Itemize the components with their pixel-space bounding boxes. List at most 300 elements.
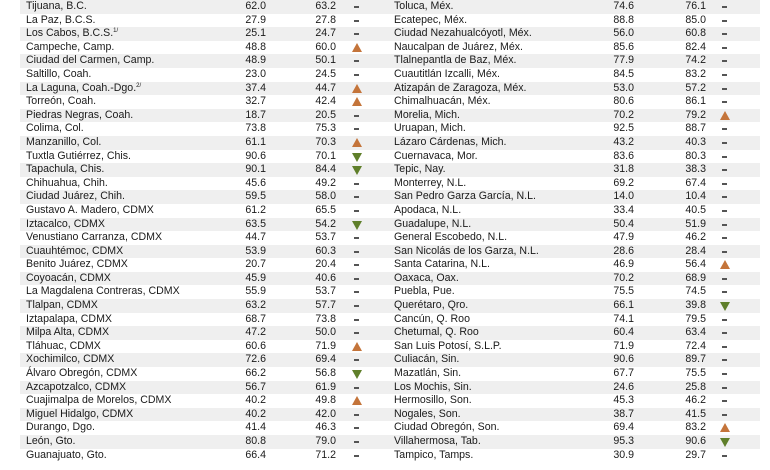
value-current: 24.7 — [315, 27, 336, 40]
value-current: 74.2 — [685, 54, 706, 67]
value-current: 76.1 — [685, 0, 706, 12]
value-previous: 53.9 — [245, 244, 266, 257]
value-current: 80.3 — [685, 149, 706, 162]
table-row — [388, 204, 760, 218]
city-name — [26, 122, 84, 136]
city-name-text: Atizapán de Zaragoza, Méx. — [394, 81, 527, 94]
city-name — [394, 177, 466, 191]
table-row — [20, 340, 392, 354]
table-row — [388, 41, 760, 55]
triangle-up-icon — [350, 41, 364, 55]
value-current: 42.4 — [315, 95, 336, 108]
city-name — [26, 150, 131, 164]
city-name — [394, 218, 471, 232]
city-name — [26, 421, 95, 435]
value-current: 49.2 — [315, 176, 336, 189]
table-row — [20, 285, 392, 299]
city-name-text: Iztapalapa, CDMX — [26, 312, 112, 325]
table-row — [20, 109, 392, 123]
city-name — [26, 41, 114, 55]
value-current: 57.2 — [685, 81, 706, 94]
value-previous: 71.9 — [613, 339, 634, 352]
city-name — [394, 14, 467, 28]
value-previous: 70.2 — [613, 271, 634, 284]
equal-dash-icon — [718, 95, 732, 109]
table-row — [20, 258, 392, 272]
value-current: 72.4 — [685, 339, 706, 352]
table-row — [20, 136, 392, 150]
triangle-up-icon — [718, 109, 732, 123]
city-name — [394, 27, 532, 41]
city-name-text: Apodaca, N.L. — [394, 203, 462, 216]
equal-dash-icon — [350, 122, 364, 136]
equal-dash-icon — [350, 27, 364, 41]
city-name — [394, 109, 460, 123]
city-name — [26, 163, 104, 177]
table-row — [20, 299, 392, 313]
value-previous: 61.2 — [245, 203, 266, 216]
equal-dash-icon — [350, 421, 364, 435]
city-name-text: Chimalhuacán, Méx. — [394, 95, 491, 108]
value-current: 25.8 — [685, 380, 706, 393]
city-name-text: Xochimilco, CDMX — [26, 353, 115, 366]
value-current: 75.5 — [685, 367, 706, 380]
table-row — [388, 245, 760, 259]
equal-dash-icon — [350, 68, 364, 82]
equal-dash-icon — [718, 190, 732, 204]
equal-dash-icon — [350, 231, 364, 245]
triangle-up-icon — [350, 136, 364, 150]
footnote-mark: 1/ — [113, 28, 119, 35]
value-previous: 59.5 — [245, 190, 266, 203]
value-current: 42.0 — [315, 407, 336, 420]
value-current: 46.2 — [685, 231, 706, 244]
table-row — [20, 218, 392, 232]
value-previous: 90.6 — [613, 353, 634, 366]
equal-dash-icon — [718, 272, 732, 286]
table-row — [388, 394, 760, 408]
value-previous: 55.9 — [245, 285, 266, 298]
value-current: 88.7 — [685, 122, 706, 135]
value-previous: 45.9 — [245, 271, 266, 284]
city-name — [394, 381, 472, 395]
city-name — [26, 218, 105, 232]
table-row — [20, 353, 392, 367]
equal-dash-icon — [350, 204, 364, 218]
value-current: 50.0 — [315, 326, 336, 339]
city-name — [26, 449, 107, 463]
value-previous: 44.7 — [245, 231, 266, 244]
value-previous: 80.6 — [613, 95, 634, 108]
equal-dash-icon — [718, 367, 732, 381]
value-previous: 69.4 — [613, 421, 634, 434]
city-name-text: Tapachula, Chis. — [26, 163, 105, 176]
equal-dash-icon — [350, 408, 364, 422]
city-name-text: Hermosillo, Son. — [394, 394, 472, 407]
table-row — [20, 272, 392, 286]
value-current: 24.5 — [315, 67, 336, 80]
city-name — [394, 136, 506, 150]
value-previous: 63.5 — [245, 217, 266, 230]
table-row — [388, 258, 760, 272]
city-name-text: Iztacalco, CDMX — [26, 217, 105, 230]
city-name — [394, 163, 446, 177]
triangle-down-icon — [350, 163, 364, 177]
city-name-text: Chetumal, Q. Roo — [394, 326, 479, 339]
table-row — [388, 381, 760, 395]
city-name — [394, 394, 472, 408]
table-row — [388, 272, 760, 286]
city-name-text: Culiacán, Sin. — [394, 353, 460, 366]
value-previous: 47.2 — [245, 326, 266, 339]
triangle-down-icon — [718, 299, 732, 313]
city-name-text: Tuxtla Gutiérrez, Chis. — [26, 149, 131, 162]
equal-dash-icon — [350, 14, 364, 28]
city-name-text: Manzanillo, Col. — [26, 135, 102, 148]
value-current: 53.7 — [315, 231, 336, 244]
table-row — [20, 367, 392, 381]
city-name — [394, 435, 481, 449]
triangle-down-icon — [350, 150, 364, 164]
equal-dash-icon — [350, 313, 364, 327]
city-name — [394, 313, 470, 327]
value-current: 79.0 — [315, 435, 336, 447]
value-current: 57.7 — [315, 299, 336, 312]
city-name-text: Álvaro Obregón, CDMX — [26, 367, 138, 380]
table-row — [388, 68, 760, 82]
table-row — [388, 313, 760, 327]
value-previous: 68.7 — [245, 312, 266, 325]
equal-dash-icon — [350, 258, 364, 272]
city-name-text: Guadalupe, N.L. — [394, 217, 472, 230]
city-name-text: Durango, Dgo. — [26, 421, 95, 434]
value-current: 63.2 — [315, 0, 336, 12]
value-current: 83.2 — [685, 421, 706, 434]
equal-dash-icon — [718, 41, 732, 55]
equal-dash-icon — [350, 177, 364, 191]
city-name-text: Tijuana, B.C. — [26, 0, 87, 12]
city-name — [394, 0, 453, 14]
value-current: 44.7 — [315, 81, 336, 94]
city-name-text: Azcapotzalco, CDMX — [26, 380, 127, 393]
table-row — [20, 41, 392, 55]
table-row — [20, 163, 392, 177]
value-previous: 37.4 — [245, 81, 266, 94]
city-name — [394, 340, 502, 354]
city-name — [394, 41, 523, 55]
triangle-up-icon — [350, 394, 364, 408]
value-current: 54.2 — [315, 217, 336, 230]
value-previous: 48.9 — [245, 54, 266, 67]
city-name — [26, 231, 162, 245]
city-name-text: Santa Catarina, N.L. — [394, 258, 490, 271]
value-previous: 18.7 — [245, 108, 266, 121]
table-row — [388, 326, 760, 340]
table-row — [20, 95, 392, 109]
city-name — [394, 82, 527, 96]
value-previous: 74.6 — [613, 0, 634, 12]
city-name — [26, 367, 137, 381]
value-previous: 28.6 — [613, 244, 634, 257]
table-row — [388, 109, 760, 123]
value-previous: 30.9 — [613, 448, 634, 461]
city-name-text: Guanajuato, Gto. — [26, 448, 107, 461]
equal-dash-icon — [350, 326, 364, 340]
table-row — [20, 27, 392, 41]
city-name — [394, 122, 466, 136]
equal-dash-icon — [718, 136, 732, 150]
value-current: 71.2 — [315, 448, 336, 461]
city-name-text: Cancún, Q. Roo — [394, 312, 470, 325]
city-name-text: Ciudad Nezahualcóyotl, Méx. — [394, 27, 532, 40]
table-row — [388, 218, 760, 232]
value-previous: 73.8 — [245, 122, 266, 135]
value-current: 84.4 — [315, 163, 336, 176]
value-previous: 56.0 — [613, 27, 634, 40]
city-name — [26, 394, 171, 408]
city-name — [394, 408, 461, 422]
value-current: 41.5 — [685, 407, 706, 420]
table-row — [388, 150, 760, 164]
value-current: 75.3 — [315, 122, 336, 135]
city-name-text: Uruapan, Mich. — [394, 122, 466, 135]
table-row — [20, 408, 392, 422]
triangle-up-icon — [350, 82, 364, 96]
value-previous: 60.6 — [245, 339, 266, 352]
city-name — [26, 190, 125, 204]
value-previous: 53.0 — [613, 81, 634, 94]
value-current: 50.1 — [315, 54, 336, 67]
value-current: 83.2 — [685, 67, 706, 80]
table-row — [388, 122, 760, 136]
table-row — [20, 313, 392, 327]
value-current: 68.9 — [685, 271, 706, 284]
table-row — [388, 27, 760, 41]
value-current: 38.3 — [685, 163, 706, 176]
equal-dash-icon — [350, 190, 364, 204]
value-current: 89.7 — [685, 353, 706, 366]
city-name-text: Milpa Alta, CDMX — [26, 326, 110, 339]
value-previous: 74.1 — [613, 312, 634, 325]
table-row — [388, 285, 760, 299]
city-name-text: Toluca, Méx. — [394, 0, 454, 12]
table-column-left — [20, 0, 392, 462]
table-row — [388, 136, 760, 150]
city-name-text: Nogales, Son. — [394, 407, 461, 420]
city-name-text: Oaxaca, Oax. — [394, 271, 459, 284]
value-previous: 40.2 — [245, 407, 266, 420]
equal-dash-icon — [718, 150, 732, 164]
value-previous: 61.1 — [245, 135, 266, 148]
value-current: 67.4 — [685, 176, 706, 189]
city-name — [394, 421, 499, 435]
city-name — [394, 68, 500, 82]
city-name-text: Cuernavaca, Mor. — [394, 149, 478, 162]
value-previous: 47.9 — [613, 231, 634, 244]
triangle-down-icon — [350, 367, 364, 381]
value-current: 73.8 — [315, 312, 336, 325]
value-previous: 66.1 — [613, 299, 634, 312]
city-name — [26, 68, 91, 82]
value-current: 71.9 — [315, 339, 336, 352]
value-previous: 24.6 — [613, 380, 634, 393]
equal-dash-icon — [718, 218, 732, 232]
city-name-text: Villahermosa, Tab. — [394, 435, 481, 447]
equal-dash-icon — [718, 394, 732, 408]
city-name-text: San Pedro Garza García, N.L. — [394, 190, 536, 203]
table-row — [388, 0, 760, 14]
table-row — [20, 326, 392, 340]
city-name-text: Tepic, Nay. — [394, 163, 446, 176]
equal-dash-icon — [718, 381, 732, 395]
city-name-text: La Magdalena Contreras, CDMX — [26, 285, 180, 298]
equal-dash-icon — [718, 177, 732, 191]
table-row — [388, 340, 760, 354]
table-row — [388, 190, 760, 204]
value-previous: 77.9 — [613, 54, 634, 67]
value-previous: 33.4 — [613, 203, 634, 216]
city-name — [26, 340, 101, 354]
equal-dash-icon — [350, 449, 364, 463]
value-previous: 67.7 — [613, 367, 634, 380]
value-previous: 88.8 — [613, 13, 634, 26]
table-row — [388, 367, 760, 381]
table-row — [388, 95, 760, 109]
value-current: 58.0 — [315, 190, 336, 203]
value-previous: 50.4 — [613, 217, 634, 230]
table-row — [388, 449, 760, 463]
value-previous: 32.7 — [245, 95, 266, 108]
value-previous: 56.7 — [245, 380, 266, 393]
value-current: 79.2 — [685, 108, 706, 121]
value-current: 10.4 — [685, 190, 706, 203]
value-previous: 25.1 — [245, 27, 266, 40]
value-previous: 90.6 — [245, 149, 266, 162]
city-name — [394, 353, 459, 367]
equal-dash-icon — [718, 68, 732, 82]
city-name — [394, 245, 539, 259]
value-current: 74.5 — [685, 285, 706, 298]
equal-dash-icon — [718, 14, 732, 28]
city-name — [26, 381, 126, 395]
city-name — [394, 367, 461, 381]
city-name — [26, 326, 109, 340]
value-current: 65.5 — [315, 203, 336, 216]
table-row — [20, 204, 392, 218]
value-current: 27.8 — [315, 13, 336, 26]
equal-dash-icon — [718, 353, 732, 367]
value-current: 53.7 — [315, 285, 336, 298]
equal-dash-icon — [718, 204, 732, 218]
city-name-text: Gustavo A. Madero, CDMX — [26, 203, 154, 216]
value-previous: 14.0 — [613, 190, 634, 203]
value-previous: 48.8 — [245, 40, 266, 53]
city-name — [394, 326, 479, 340]
value-current: 61.9 — [315, 380, 336, 393]
table-row — [20, 245, 392, 259]
city-name — [26, 272, 111, 286]
city-name-text: Tláhuac, CDMX — [26, 339, 101, 352]
equal-dash-icon — [350, 299, 364, 313]
city-name — [26, 27, 118, 41]
table-row — [388, 353, 760, 367]
city-name — [26, 109, 133, 123]
value-previous: 66.4 — [245, 448, 266, 461]
value-current: 56.8 — [315, 367, 336, 380]
city-name — [394, 190, 536, 204]
city-name — [394, 150, 478, 164]
table-row — [388, 231, 760, 245]
table-row — [388, 421, 760, 435]
value-previous: 80.8 — [245, 435, 266, 447]
city-name — [26, 313, 112, 327]
table-row — [388, 163, 760, 177]
city-name-text: Monterrey, N.L. — [394, 176, 467, 189]
table-row — [20, 122, 392, 136]
value-current: 60.3 — [315, 244, 336, 257]
equal-dash-icon — [350, 109, 364, 123]
table-row — [20, 394, 392, 408]
value-previous: 45.6 — [245, 176, 266, 189]
table-row — [20, 435, 392, 449]
table-row — [388, 299, 760, 313]
city-name-text: Benito Juárez, CDMX — [26, 258, 128, 271]
value-previous: 60.4 — [613, 326, 634, 339]
equal-dash-icon — [718, 122, 732, 136]
value-previous: 38.7 — [613, 407, 634, 420]
city-name-text: Lázaro Cárdenas, Mich. — [394, 135, 507, 148]
value-current: 90.6 — [685, 435, 706, 447]
city-name — [394, 449, 473, 463]
city-name — [394, 299, 468, 313]
table-row — [388, 177, 760, 191]
city-name-text: Ecatepec, Méx. — [394, 13, 468, 26]
city-name-text: Naucalpan de Juárez, Méx. — [394, 40, 523, 53]
table-row — [20, 68, 392, 82]
value-current: 51.9 — [685, 217, 706, 230]
equal-dash-icon — [718, 340, 732, 354]
city-name — [26, 95, 96, 109]
equal-dash-icon — [350, 285, 364, 299]
triangle-up-icon — [350, 95, 364, 109]
table-row — [20, 82, 392, 96]
equal-dash-icon — [350, 353, 364, 367]
value-previous: 83.6 — [613, 149, 634, 162]
city-name — [26, 82, 141, 96]
table-column-right — [388, 0, 760, 462]
city-name-text: Cuauhtémoc, CDMX — [26, 244, 124, 257]
value-previous: 85.6 — [613, 40, 634, 53]
value-previous: 95.3 — [613, 435, 634, 447]
city-name — [394, 95, 491, 109]
city-name-text: Chihuahua, Chih. — [26, 176, 108, 189]
city-name — [26, 54, 154, 68]
city-name-text: General Escobedo, N.L. — [394, 231, 508, 244]
city-name — [394, 258, 490, 272]
city-name-text: La Paz, B.C.S. — [26, 13, 96, 26]
triangle-up-icon — [350, 340, 364, 354]
table-row — [20, 231, 392, 245]
value-current: 40.3 — [685, 135, 706, 148]
value-previous: 31.8 — [613, 163, 634, 176]
table-row — [20, 177, 392, 191]
triangle-down-icon — [350, 218, 364, 232]
city-name — [26, 204, 154, 218]
value-current: 60.0 — [315, 40, 336, 53]
equal-dash-icon — [350, 435, 364, 449]
triangle-up-icon — [718, 421, 732, 435]
table-row — [20, 381, 392, 395]
